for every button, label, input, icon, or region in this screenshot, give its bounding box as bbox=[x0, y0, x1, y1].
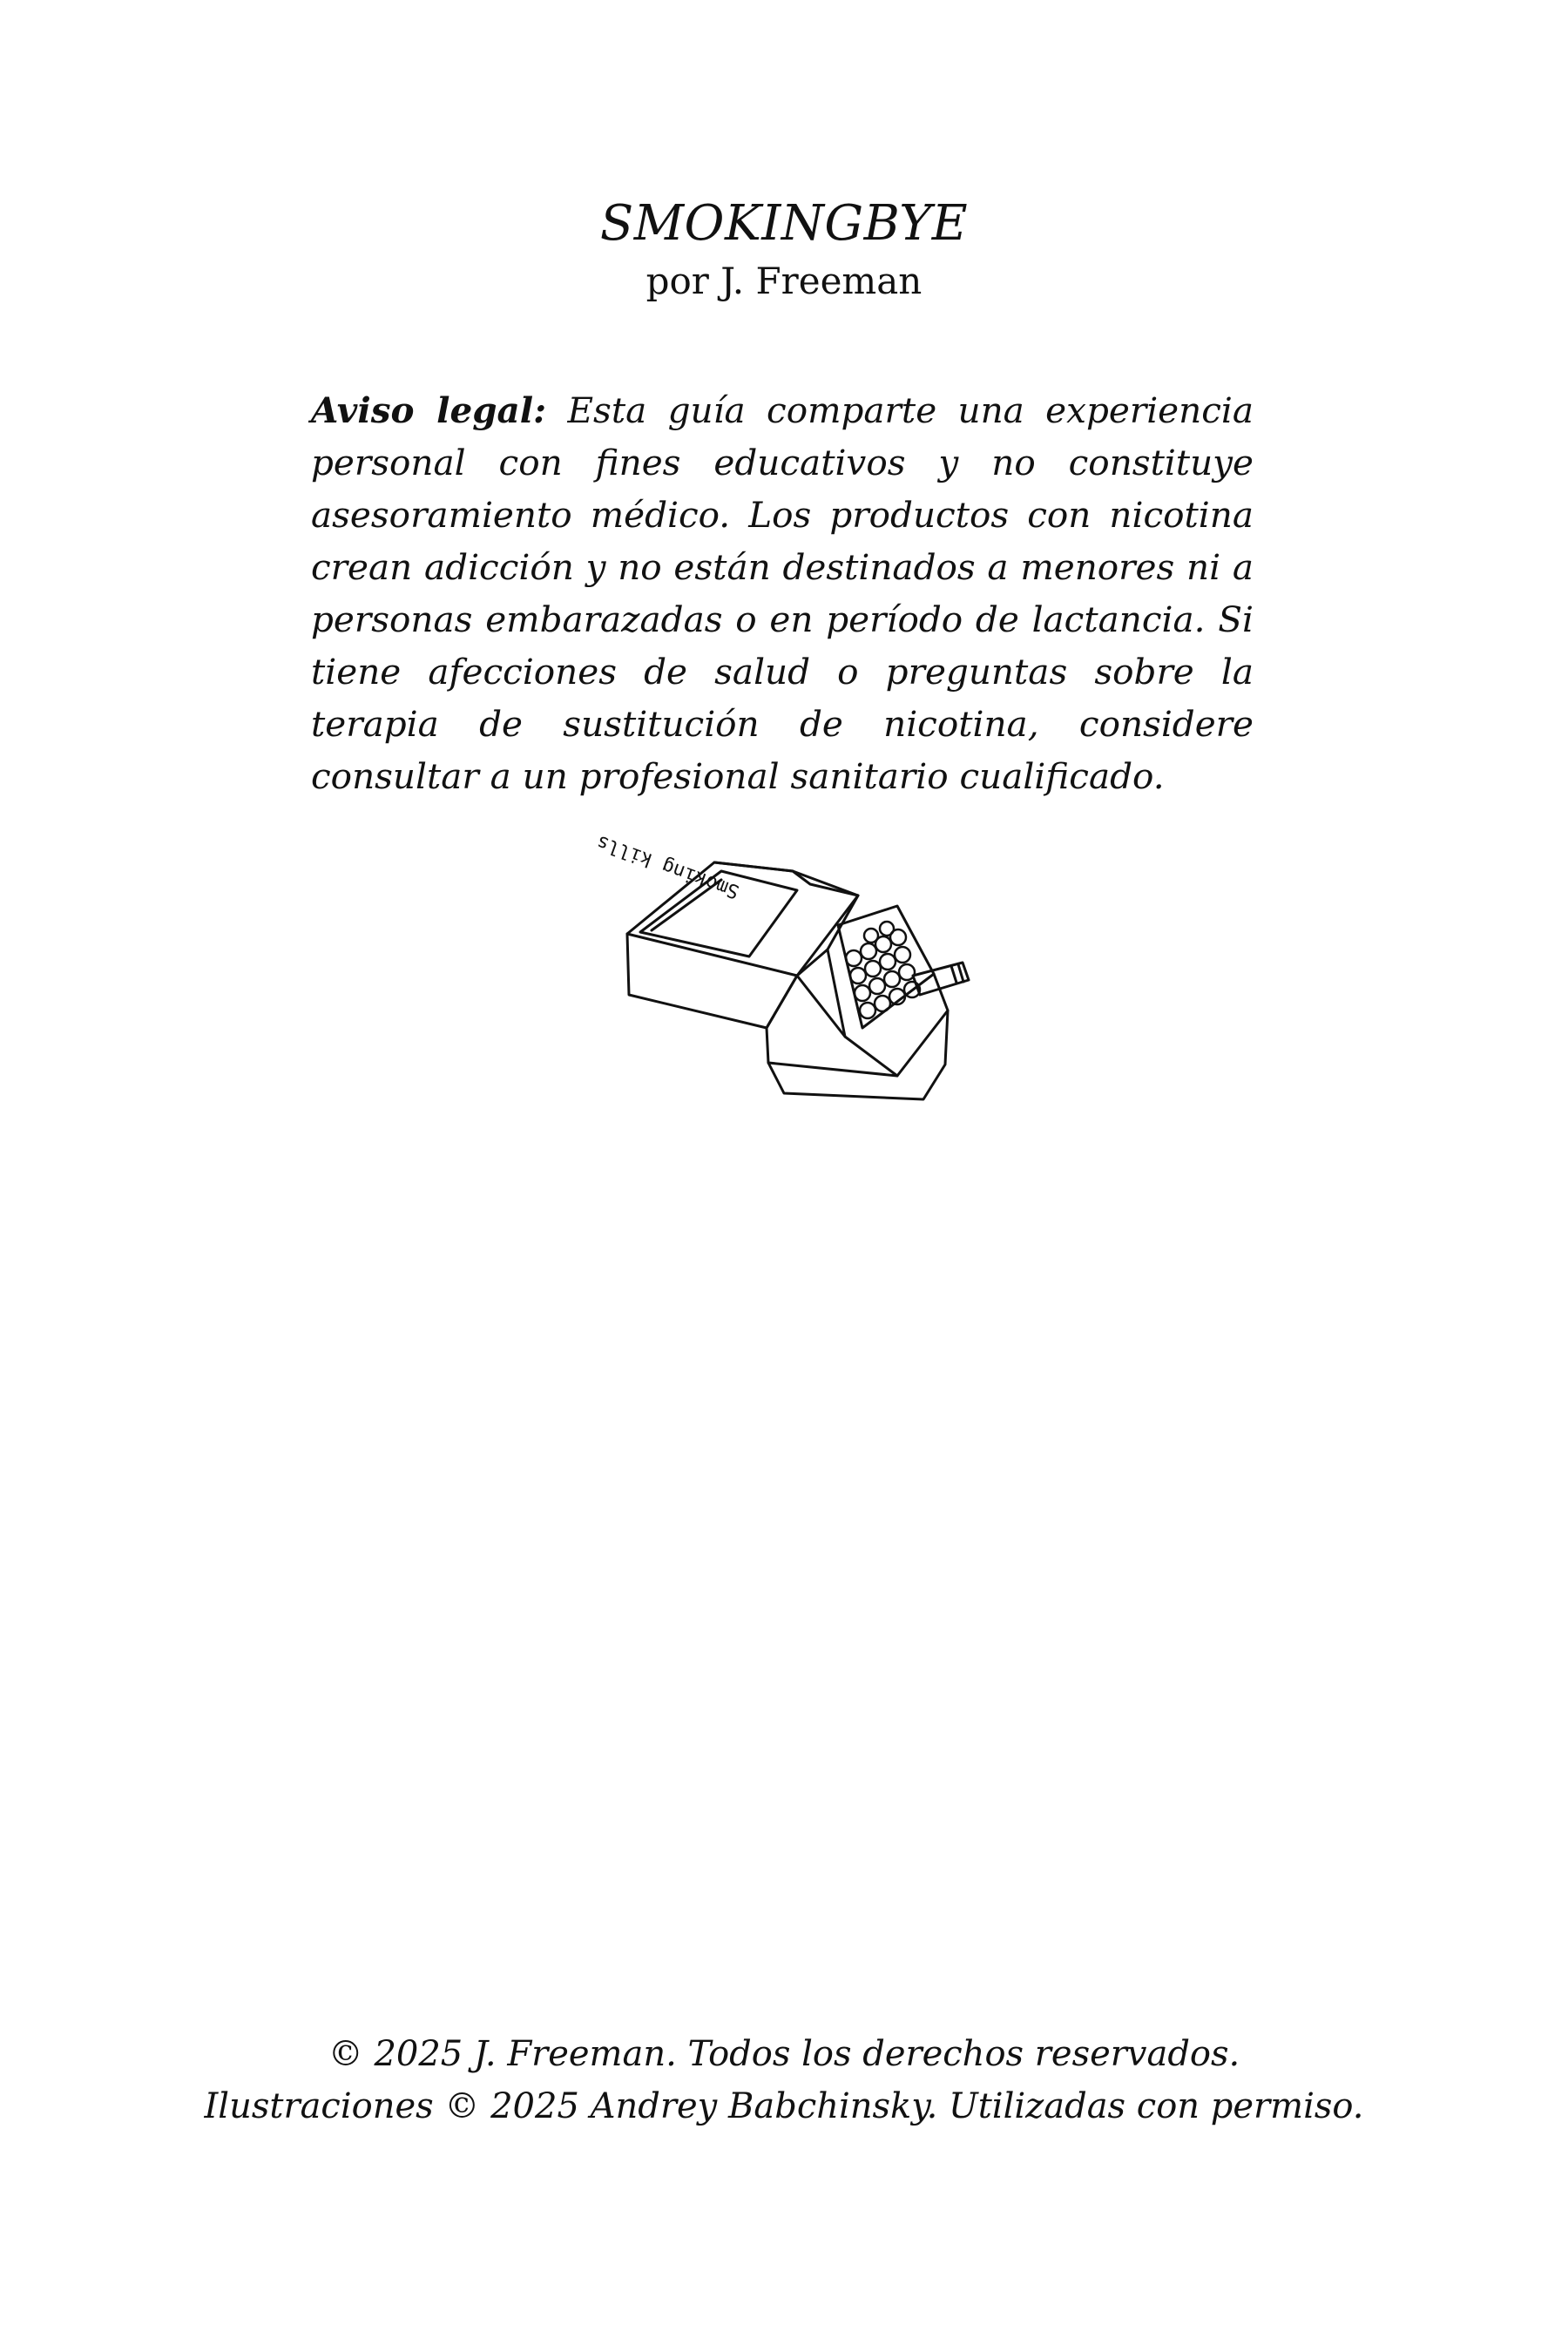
copyright-notice: © 2025 J. Freeman. Todos los derechos reservados. bbox=[328, 2034, 1240, 2074]
pack-warning-text: Smoking kills bbox=[593, 830, 743, 902]
cigarette-pack-illustration bbox=[593, 830, 1028, 1106]
legal-disclaimer bbox=[311, 384, 1254, 802]
disclaimer-text: Esta guía comparte una experiencia personal con fines educativos y no constituye asesoramiento médico. Los productos con nicotina crean adicción y no están destinados a menores ni a personas embarazadas o en período de lactancia. Si tiene afecciones de salud o preguntas sobre la terapia de sustitución de nicotina, considere consultar a un profesional sanitario cualificado. bbox=[311, 389, 1254, 797]
book-title: SMOKINGBYE bbox=[599, 195, 969, 252]
book-author: por J. Freeman bbox=[645, 260, 923, 302]
disclaimer-label: Aviso legal: bbox=[311, 389, 547, 431]
illustrations-credit: Ilustraciones © 2025 Andrey Babchinsky. Utilizadas con permiso. bbox=[204, 2086, 1364, 2126]
